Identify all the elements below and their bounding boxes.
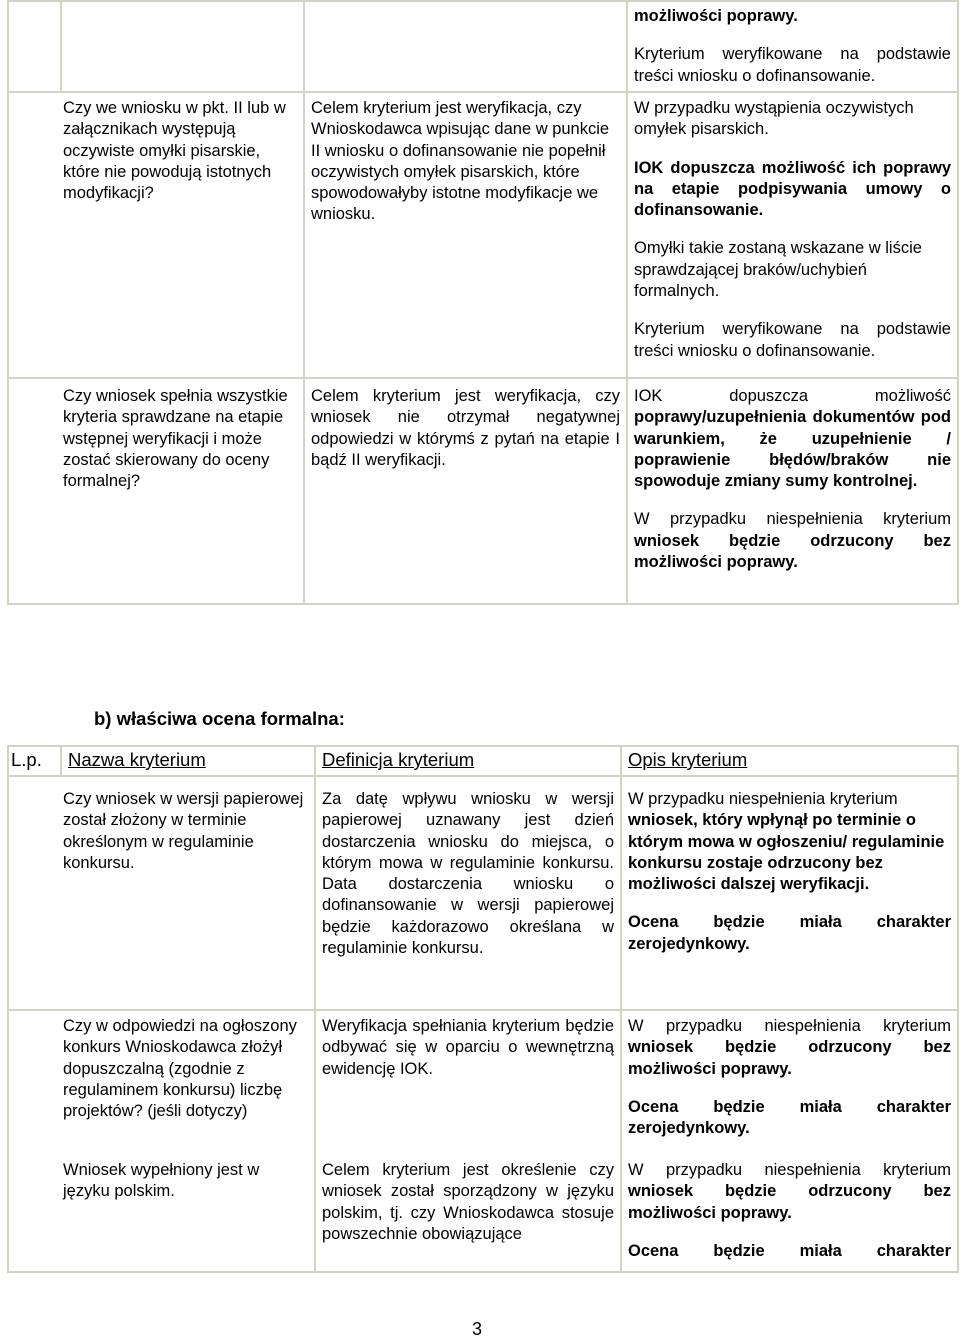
description-par: W przypadku wystąpienia oczywistych omyłek pisarskich. [634,99,914,139]
table-row [8,1010,958,1160]
continuation-note: Kryterium weryfikowane na podstawie treści wniosku o dofinansowanie. [634,45,951,85]
criterion-name: Czy w odpowiedzi na ogłoszony konkurs Wnioskodawca złożył dopuszczalną (zgodnie z regulaminem konkursu) liczbę projektów? (jeśli dotyczy) [63,1017,297,1121]
criterion-definition: Celem kryterium jest określenie czy wniosek został sporządzony w języku polskim, tj. czy Wnioskodawca stosuje powszechnie obowiązujące [322,1161,614,1243]
page-number: 3 [472,1319,483,1339]
table-row [8,92,958,378]
row-number [15,789,63,810]
criteria-table-top [7,0,959,605]
table-row [8,378,958,604]
section-title: b) właściwa ocena formalna: [94,708,345,729]
row-number [15,1160,63,1181]
criterion-definition: Weryfikacja spełniania kryterium będzie odbywać się w oparciu o wewnętrzną ewidencję IOK. [322,1017,614,1078]
description-par-bold: Ocena będzie miała charakter [628,1241,951,1260]
table-header-row [8,746,958,776]
header-name: Nazwa kryterium [68,749,206,770]
criterion-name: Czy wniosek w wersji papierowej został złożony w terminie określonym w regulaminie konkursu. [63,790,304,872]
row-number [15,386,63,407]
table-row-continuation [8,1,958,92]
row-number [15,98,63,119]
description-bold: wniosek będzie odrzucony bez możliwości poprawy. [634,531,951,572]
description-bold: poprawy/uzupełnienia dokumentów pod warunkiem, że uzupełnienie / poprawienie błędów/braków nie spowoduje zmiany sumy kontrolnej. [634,408,951,491]
header-lp: L.p. [11,749,42,770]
criterion-name: Czy we wniosku w pkt. II lub w załącznikach występują oczywiste omyłki pisarskie, które nie powodują istotnych modyfikacji? [63,99,286,203]
row-number [15,1016,63,1037]
description-lead: IOK dopuszcza możliwość [634,387,951,405]
table-row [8,776,958,1010]
header-description: Opis kryterium [628,749,748,770]
description-par: Kryterium weryfikowane na podstawie treści wniosku o dofinansowanie. [634,320,951,360]
criterion-definition: Celem kryterium jest weryfikacja, czy wniosek nie otrzymał negatywnej odpowiedzi w którymś z pytań na etapie I bądź II weryfikacji. [311,387,620,469]
description-bold: wniosek będzie odrzucony bez możliwości poprawy. [628,1182,951,1222]
continuation-bold: możliwości poprawy. [634,7,798,25]
header-definition: Definicja kryterium [322,749,475,770]
description-lead: W przypadku niespełnienia kryterium [634,510,951,529]
criterion-definition: Za datę wpływu wniosku w wersji papierowej uznawany jest dzień dostarczenia wniosku do miejsca, o którym mowa w regulaminie konkursu. Data dostarczenia wniosku o dofinansowanie w wersji papierowej będzie każdorazowo określana w regulaminie konkursu. [322,790,614,958]
table-row [8,1160,958,1272]
description-bold: wniosek, który wpłynął po terminie o którym mowa w ogłoszeniu/ regulaminie konkursu zostaje odrzucony bez możliwości dalszej weryfikacji. [628,811,945,894]
criterion-definition: Celem kryterium jest weryfikacja, czy Wnioskodawca wpisując dane w punkcie II wniosku o dofinansowanie nie popełnił oczywistych omyłek pisarskich, które spowodowałyby istotne modyfikacje we wniosku. [311,99,610,224]
description-lead: W przypadku niespełnienia kryterium [628,1017,951,1035]
description-par: Omyłki takie zostaną wskazane w liście sprawdzającej braków/uchybień formalnych. [634,239,922,301]
criteria-table-formal [7,745,959,1273]
criterion-name: Wniosek wypełniony jest w języku polskim. [63,1161,260,1201]
description-par-bold: Ocena będzie miała charakter zerojedynkowy. [628,1097,951,1138]
description-bold: wniosek będzie odrzucony bez możliwości poprawy. [628,1038,951,1078]
description-lead: W przypadku niespełnienia kryterium [628,1161,951,1179]
description-par-bold: IOK dopuszcza możliwość ich poprawy na etapie podpisywania umowy o dofinansowanie. [634,158,951,220]
description-lead: W przypadku niespełnienia kryterium [628,790,898,808]
criterion-name: Czy wniosek spełnia wszystkie kryteria sprawdzane na etapie wstępnej weryfikacji i może zostać skierowany do oceny formalnej? [63,387,288,491]
description-par-bold: Ocena będzie miała charakter zerojedynkowy. [628,913,951,953]
